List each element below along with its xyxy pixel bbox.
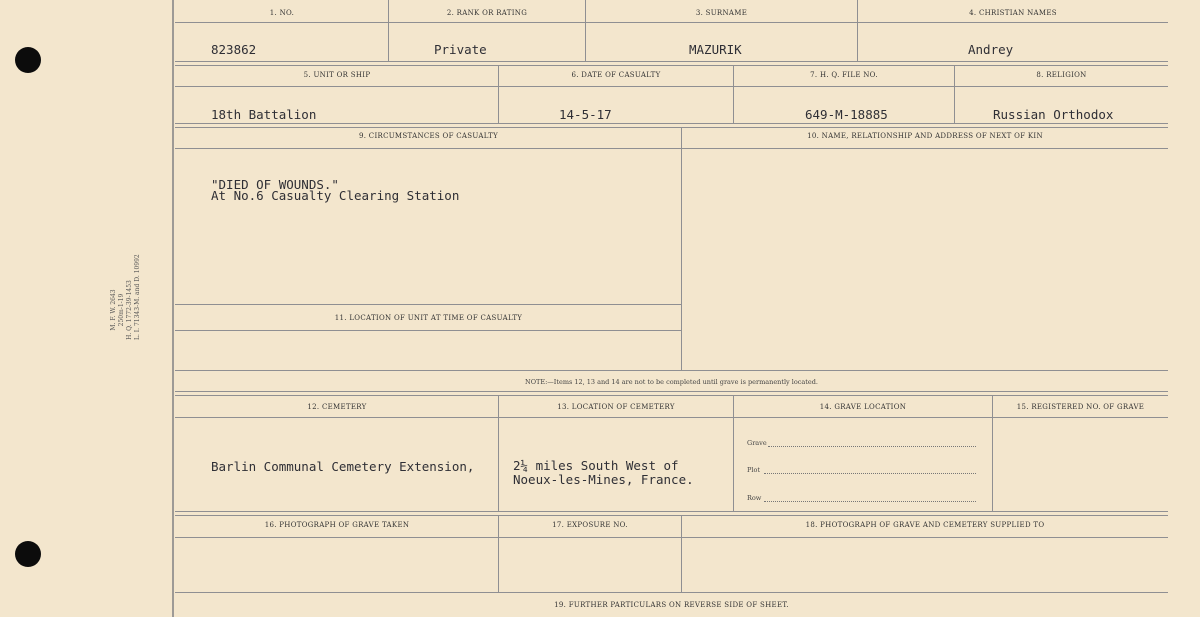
label-registered-number: 15. REGISTERED NO. OF GRAVE xyxy=(1016,403,1145,411)
label-rank: 2. RANK OR RATING xyxy=(446,9,528,17)
cemetery-location-line-2: Noeux-les-Mines, France. xyxy=(513,472,694,487)
label-date: 6. DATE OF CASUALTY xyxy=(571,71,661,79)
label-grave-location: 14. GRAVE LOCATION xyxy=(819,403,907,411)
circumstances-line-1: "DIED OF WOUNDS." xyxy=(211,177,339,192)
surname-value: MAZURIK xyxy=(689,42,742,57)
label-religion: 8. RELIGION xyxy=(1036,71,1087,79)
label-row: Row xyxy=(747,494,762,502)
label-exposure: 17. EXPOSURE NO. xyxy=(552,521,628,529)
note-text: NOTE:—Items 12, 13 and 14 are not to be completed until grave is permanently located. xyxy=(525,378,818,386)
label-file: 7. H. Q. FILE NO. xyxy=(810,71,878,79)
punch-hole-bottom xyxy=(15,541,41,567)
rank-value: Private xyxy=(434,42,487,57)
cemetery-value: Barlin Communal Cemetery Extension, xyxy=(211,459,475,474)
label-cemetery-location: 13. LOCATION OF CEMETERY xyxy=(557,403,675,411)
cemetery-location-line-1: 2¼ miles South West of xyxy=(513,458,679,473)
religion-value: Russian Orthodox xyxy=(993,107,1114,122)
label-plot: Plot xyxy=(747,466,760,474)
label-unit: 5. UNIT OR SHIP xyxy=(303,71,371,79)
label-next-of-kin: 10. NAME, RELATIONSHIP AND ADDRESS OF NEXT OF KIN xyxy=(807,132,1043,140)
label-grave: Grave xyxy=(747,439,767,447)
label-christian-names: 4. CHRISTIAN NAMES xyxy=(969,9,1057,17)
unit-value: 18th Battalion xyxy=(211,107,317,122)
label-photo-supplied: 18. PHOTOGRAPH OF GRAVE AND CEMETERY SUPPLIED TO xyxy=(805,521,1045,529)
label-photo-taken: 16. PHOTOGRAPH OF GRAVE TAKEN xyxy=(264,521,410,529)
label-cemetery: 12. CEMETERY xyxy=(307,403,367,411)
label-surname: 3. SURNAME xyxy=(695,9,748,17)
form-reference-note: M. F. W. 2643 250m-1-19 H. Q. 1772-39-1453 L. I. 71343-M. and D. 10992 xyxy=(110,254,141,340)
regimental-number: 823862 xyxy=(211,42,257,57)
file-number-value: 649-M-18885 xyxy=(805,107,888,122)
label-further-particulars: 19. FURTHER PARTICULARS ON REVERSE SIDE OF SHEET. xyxy=(554,601,789,609)
date-value: 14-5-17 xyxy=(559,107,612,122)
label-circumstances: 9. CIRCUMSTANCES OF CASUALTY xyxy=(358,132,498,140)
christian-names-value: Andrey xyxy=(968,42,1014,57)
label-number: 1. NO. xyxy=(269,9,295,17)
label-location-of-unit: 11. LOCATION OF UNIT AT TIME OF CASUALTY xyxy=(334,314,523,322)
punch-hole-top xyxy=(15,47,41,73)
circumstances-line-2: At No.6 Casualty Clearing Station xyxy=(211,188,460,203)
